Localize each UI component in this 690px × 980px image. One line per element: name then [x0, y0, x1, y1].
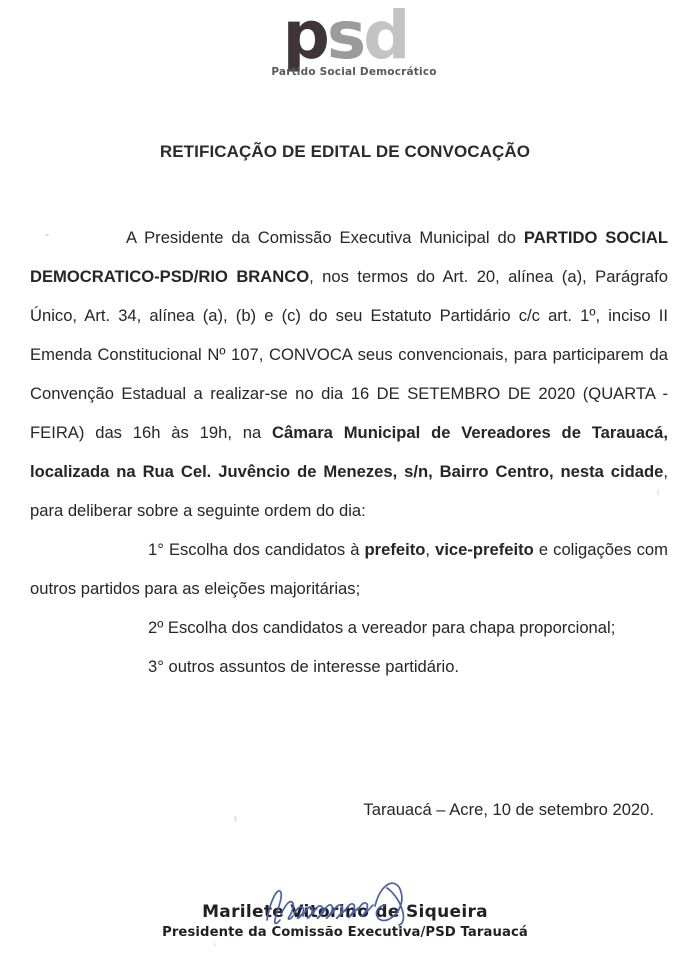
agenda-item-2: 2º Escolha dos candidatos a vereador para chapa proporcional;	[148, 618, 616, 637]
signature-block	[0, 902, 690, 940]
logo-letter-d: d	[363, 0, 408, 74]
scan-speck	[213, 943, 216, 946]
logo-letter-p: p	[282, 0, 327, 74]
page-title: RETIFICAÇÃO DE EDITAL DE CONVOCAÇÃO	[159, 142, 531, 161]
document-body	[30, 218, 668, 686]
agenda-item-1-sep: ,	[425, 540, 436, 559]
venue-address-bold: Câmara Municipal de Vereadores de Tarauacá, localizada na Rua Cel. Juvêncio de Menezes, s/n, Bairro Centro, nesta cidade	[30, 423, 668, 481]
party-name-bold: PARTIDO SOCIAL DEMOCRATICO-PSD/RIO BRANCO	[30, 228, 668, 286]
logo-subtitle: Partido Social Democrático	[271, 66, 437, 78]
closing-place-date: Tarauacá – Acre, 10 de setembro 2020.	[363, 800, 654, 819]
signatory-role: Presidente da Comissão Executiva/PSD Tarauacá	[162, 925, 528, 940]
logo-letter-s: s	[326, 0, 364, 74]
paragraph-convocation-text-2: , nos termos do Art. 20, alínea (a), Parágrafo Único, Art. 34, alínea (a), (b) e (c) do seu Estatuto Partidário c/c art. 1º, inciso II Emenda Constitucional Nº 107, CONVOCA seus convencionais, para participarem da Convenção Estadual a realizar-se no dia 16 DE SETEMBRO DE 2020 (QUARTA -FEIRA) das 16h às 19h, na	[30, 267, 668, 442]
scan-speck	[657, 489, 659, 496]
scan-speck	[234, 816, 237, 822]
agenda-item-1-text-2: e coligações com outros partidos para as eleições majoritárias;	[30, 540, 668, 598]
role-prefeito-bold: prefeito	[364, 540, 426, 559]
agenda-item-3: 3° outros assuntos de interesse partidário.	[148, 657, 460, 676]
signatory-name: Marilete Vitorino de Siqueira	[202, 902, 488, 922]
paragraph-convocation	[30, 218, 668, 530]
agenda-item-1	[30, 530, 668, 608]
psd-logo	[0, 0, 690, 78]
paragraph-convocation-text-3: , para deliberar sobre a seguinte ordem do dia:	[30, 462, 668, 520]
paragraph-convocation-text-1: A Presidente da Comissão Executiva Municipal do	[126, 228, 524, 247]
agenda-item-1-text-1: 1° Escolha dos candidatos à	[148, 540, 365, 559]
role-vice-prefeito-bold: vice-prefeito	[435, 540, 534, 559]
scan-speck	[45, 234, 49, 236]
